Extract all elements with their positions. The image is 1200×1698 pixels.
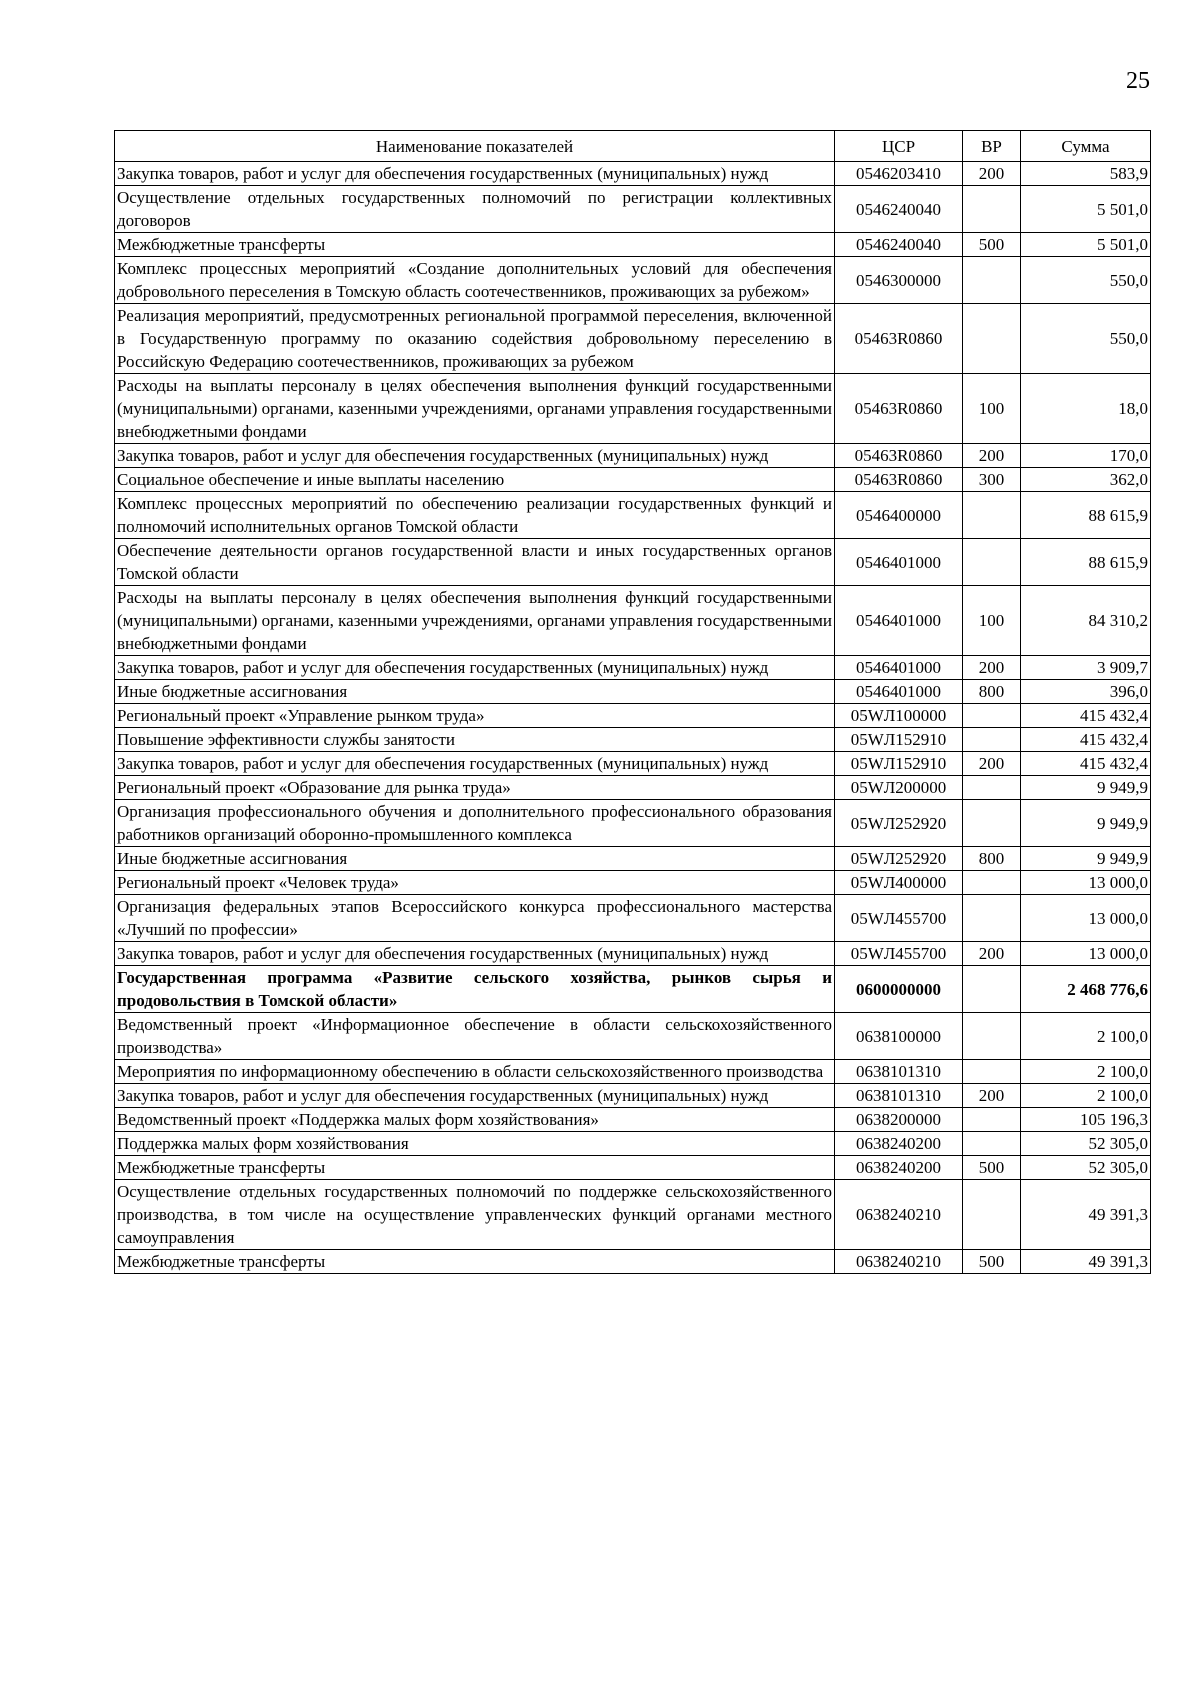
cell-csr: 05WЛ455700: [835, 942, 963, 966]
cell-vr: 500: [963, 233, 1021, 257]
table-row: [115, 728, 1151, 752]
cell-name: Повышение эффективности службы занятости: [115, 728, 835, 752]
cell-csr: 0546401000: [835, 656, 963, 680]
cell-sum: 88 615,9: [1021, 492, 1151, 539]
cell-csr: 05WЛ152910: [835, 752, 963, 776]
table-row: [115, 444, 1151, 468]
cell-vr: 200: [963, 1084, 1021, 1108]
table-header-row: [115, 131, 1151, 162]
cell-sum: 13 000,0: [1021, 871, 1151, 895]
table-row: [115, 966, 1151, 1013]
cell-csr: 0638200000: [835, 1108, 963, 1132]
cell-sum: 5 501,0: [1021, 233, 1151, 257]
table-row: [115, 776, 1151, 800]
cell-name: Закупка товаров, работ и услуг для обеспечения государственных (муниципальных) нужд: [115, 942, 835, 966]
cell-sum: 2 468 776,6: [1021, 966, 1151, 1013]
cell-name: Поддержка малых форм хозяйствования: [115, 1132, 835, 1156]
cell-vr: [963, 492, 1021, 539]
cell-csr: 0546203410: [835, 162, 963, 186]
cell-vr: 200: [963, 444, 1021, 468]
cell-sum: 2 100,0: [1021, 1084, 1151, 1108]
cell-name: Расходы на выплаты персоналу в целях обеспечения выполнения функций государственными (муниципальными) органами, казенными учреждениями, органами управления государственными внебюджетными фондами: [115, 374, 835, 444]
cell-sum: 105 196,3: [1021, 1108, 1151, 1132]
cell-csr: 0638240200: [835, 1132, 963, 1156]
cell-sum: 3 909,7: [1021, 656, 1151, 680]
cell-sum: 18,0: [1021, 374, 1151, 444]
table-row: [115, 233, 1151, 257]
cell-vr: 200: [963, 752, 1021, 776]
cell-sum: 13 000,0: [1021, 895, 1151, 942]
table-row: [115, 656, 1151, 680]
cell-csr: 0546400000: [835, 492, 963, 539]
cell-sum: 13 000,0: [1021, 942, 1151, 966]
cell-name: Закупка товаров, работ и услуг для обеспечения государственных (муниципальных) нужд: [115, 752, 835, 776]
cell-sum: 2 100,0: [1021, 1060, 1151, 1084]
cell-csr: 05WЛ100000: [835, 704, 963, 728]
cell-name: Закупка товаров, работ и услуг для обеспечения государственных (муниципальных) нужд: [115, 656, 835, 680]
header-vr: ВР: [963, 131, 1021, 162]
cell-vr: 800: [963, 680, 1021, 704]
table-row: [115, 1084, 1151, 1108]
cell-csr: 0546240040: [835, 233, 963, 257]
cell-csr: 05463R0860: [835, 304, 963, 374]
cell-sum: 550,0: [1021, 304, 1151, 374]
table-row: [115, 1013, 1151, 1060]
cell-name: Ведомственный проект «Информационное обеспечение в области сельскохозяйственного производства»: [115, 1013, 835, 1060]
table-row: [115, 162, 1151, 186]
cell-vr: 200: [963, 942, 1021, 966]
cell-csr: 05WЛ455700: [835, 895, 963, 942]
table-row: [115, 468, 1151, 492]
cell-name: Закупка товаров, работ и услуг для обеспечения государственных (муниципальных) нужд: [115, 1084, 835, 1108]
table-row: [115, 1132, 1151, 1156]
cell-csr: 0638240210: [835, 1180, 963, 1250]
cell-vr: [963, 704, 1021, 728]
cell-vr: 800: [963, 847, 1021, 871]
cell-csr: 0546401000: [835, 539, 963, 586]
cell-csr: 0638101310: [835, 1060, 963, 1084]
page-number: 25: [1126, 68, 1150, 94]
table-row: [115, 1180, 1151, 1250]
cell-vr: [963, 1013, 1021, 1060]
cell-name: Организация федеральных этапов Всероссийского конкурса профессионального мастерства «Лучший по профессии»: [115, 895, 835, 942]
cell-vr: [963, 895, 1021, 942]
cell-csr: 05463R0860: [835, 374, 963, 444]
table-row: [115, 1156, 1151, 1180]
header-csr: ЦСР: [835, 131, 963, 162]
table-row: [115, 1060, 1151, 1084]
table-row: [115, 704, 1151, 728]
cell-sum: 2 100,0: [1021, 1013, 1151, 1060]
cell-csr: 0600000000: [835, 966, 963, 1013]
cell-vr: [963, 1108, 1021, 1132]
cell-sum: 9 949,9: [1021, 800, 1151, 847]
cell-vr: 500: [963, 1156, 1021, 1180]
cell-sum: 52 305,0: [1021, 1156, 1151, 1180]
budget-table: [114, 130, 1151, 1274]
cell-name: Социальное обеспечение и иные выплаты населению: [115, 468, 835, 492]
cell-name: Организация профессионального обучения и дополнительного профессионального образования работников организаций оборонно-промышленного комплекса: [115, 800, 835, 847]
cell-name: Реализация мероприятий, предусмотренных региональной программой переселения, включенной в Государственную программу по оказанию содействия добровольному переселению в Российскую Федерацию соотечественников, проживающих за рубежом: [115, 304, 835, 374]
cell-vr: 500: [963, 1250, 1021, 1274]
table-row: [115, 374, 1151, 444]
table-row: [115, 492, 1151, 539]
cell-vr: 300: [963, 468, 1021, 492]
cell-csr: 0546300000: [835, 257, 963, 304]
cell-sum: 84 310,2: [1021, 586, 1151, 656]
cell-sum: 49 391,3: [1021, 1180, 1151, 1250]
cell-sum: 415 432,4: [1021, 752, 1151, 776]
cell-name: Обеспечение деятельности органов государственной власти и иных государственных органов Томской области: [115, 539, 835, 586]
cell-csr: 05WЛ152910: [835, 728, 963, 752]
table-row: [115, 871, 1151, 895]
cell-vr: [963, 186, 1021, 233]
cell-name: Государственная программа «Развитие сельского хозяйства, рынков сырья и продовольствия в Томской области»: [115, 966, 835, 1013]
table-row: [115, 847, 1151, 871]
cell-csr: 05463R0860: [835, 444, 963, 468]
cell-vr: [963, 728, 1021, 752]
cell-sum: 49 391,3: [1021, 1250, 1151, 1274]
cell-name: Иные бюджетные ассигнования: [115, 680, 835, 704]
cell-sum: 9 949,9: [1021, 847, 1151, 871]
cell-vr: [963, 1180, 1021, 1250]
cell-name: Осуществление отдельных государственных полномочий по поддержке сельскохозяйственного производства, в том числе на осуществление управленческих функций органами местного самоуправления: [115, 1180, 835, 1250]
cell-sum: 362,0: [1021, 468, 1151, 492]
cell-csr: 0638101310: [835, 1084, 963, 1108]
cell-sum: 52 305,0: [1021, 1132, 1151, 1156]
cell-vr: [963, 1132, 1021, 1156]
cell-vr: [963, 257, 1021, 304]
table-row: [115, 800, 1151, 847]
cell-name: Межбюджетные трансферты: [115, 1250, 835, 1274]
table-row: [115, 1108, 1151, 1132]
header-name: Наименование показателей: [115, 131, 835, 162]
table-body: [115, 162, 1151, 1274]
cell-csr: 05WЛ200000: [835, 776, 963, 800]
cell-vr: 200: [963, 656, 1021, 680]
cell-csr: 05WЛ400000: [835, 871, 963, 895]
cell-sum: 9 949,9: [1021, 776, 1151, 800]
table-row: [115, 257, 1151, 304]
cell-csr: 0638100000: [835, 1013, 963, 1060]
cell-name: Региональный проект «Управление рынком труда»: [115, 704, 835, 728]
cell-name: Региональный проект «Образование для рынка труда»: [115, 776, 835, 800]
cell-vr: 100: [963, 586, 1021, 656]
cell-sum: 396,0: [1021, 680, 1151, 704]
cell-vr: 100: [963, 374, 1021, 444]
cell-name: Иные бюджетные ассигнования: [115, 847, 835, 871]
cell-sum: 415 432,4: [1021, 704, 1151, 728]
header-sum: Сумма: [1021, 131, 1151, 162]
cell-csr: 0546401000: [835, 586, 963, 656]
cell-name: Комплекс процессных мероприятий «Создание дополнительных условий для обеспечения добровольного переселения в Томскую область соотечественников, проживающих за рубежом»: [115, 257, 835, 304]
table-row: [115, 942, 1151, 966]
cell-vr: [963, 966, 1021, 1013]
cell-csr: 0546401000: [835, 680, 963, 704]
cell-sum: 415 432,4: [1021, 728, 1151, 752]
cell-sum: 583,9: [1021, 162, 1151, 186]
cell-name: Ведомственный проект «Поддержка малых форм хозяйствования»: [115, 1108, 835, 1132]
cell-name: Закупка товаров, работ и услуг для обеспечения государственных (муниципальных) нужд: [115, 162, 835, 186]
cell-sum: 550,0: [1021, 257, 1151, 304]
cell-vr: [963, 304, 1021, 374]
cell-sum: 170,0: [1021, 444, 1151, 468]
cell-name: Осуществление отдельных государственных полномочий по регистрации коллективных договоров: [115, 186, 835, 233]
cell-vr: 200: [963, 162, 1021, 186]
cell-csr: 0638240210: [835, 1250, 963, 1274]
cell-vr: [963, 776, 1021, 800]
cell-csr: 0546240040: [835, 186, 963, 233]
cell-csr: 05WЛ252920: [835, 800, 963, 847]
table-row: [115, 186, 1151, 233]
cell-vr: [963, 539, 1021, 586]
cell-sum: 5 501,0: [1021, 186, 1151, 233]
cell-csr: 05WЛ252920: [835, 847, 963, 871]
cell-vr: [963, 1060, 1021, 1084]
cell-name: Мероприятия по информационному обеспечению в области сельскохозяйственного производства: [115, 1060, 835, 1084]
table-row: [115, 586, 1151, 656]
table-row: [115, 1250, 1151, 1274]
cell-name: Межбюджетные трансферты: [115, 233, 835, 257]
cell-csr: 05463R0860: [835, 468, 963, 492]
table-row: [115, 752, 1151, 776]
table-row: [115, 304, 1151, 374]
table-row: [115, 539, 1151, 586]
table-row: [115, 895, 1151, 942]
cell-vr: [963, 871, 1021, 895]
cell-name: Межбюджетные трансферты: [115, 1156, 835, 1180]
cell-name: Расходы на выплаты персоналу в целях обеспечения выполнения функций государственными (муниципальными) органами, казенными учреждениями, органами управления государственными внебюджетными фондами: [115, 586, 835, 656]
cell-name: Закупка товаров, работ и услуг для обеспечения государственных (муниципальных) нужд: [115, 444, 835, 468]
cell-name: Региональный проект «Человек труда»: [115, 871, 835, 895]
cell-name: Комплекс процессных мероприятий по обеспечению реализации государственных функций и полномочий исполнительных органов Томской области: [115, 492, 835, 539]
cell-csr: 0638240200: [835, 1156, 963, 1180]
cell-vr: [963, 800, 1021, 847]
cell-sum: 88 615,9: [1021, 539, 1151, 586]
table-row: [115, 680, 1151, 704]
